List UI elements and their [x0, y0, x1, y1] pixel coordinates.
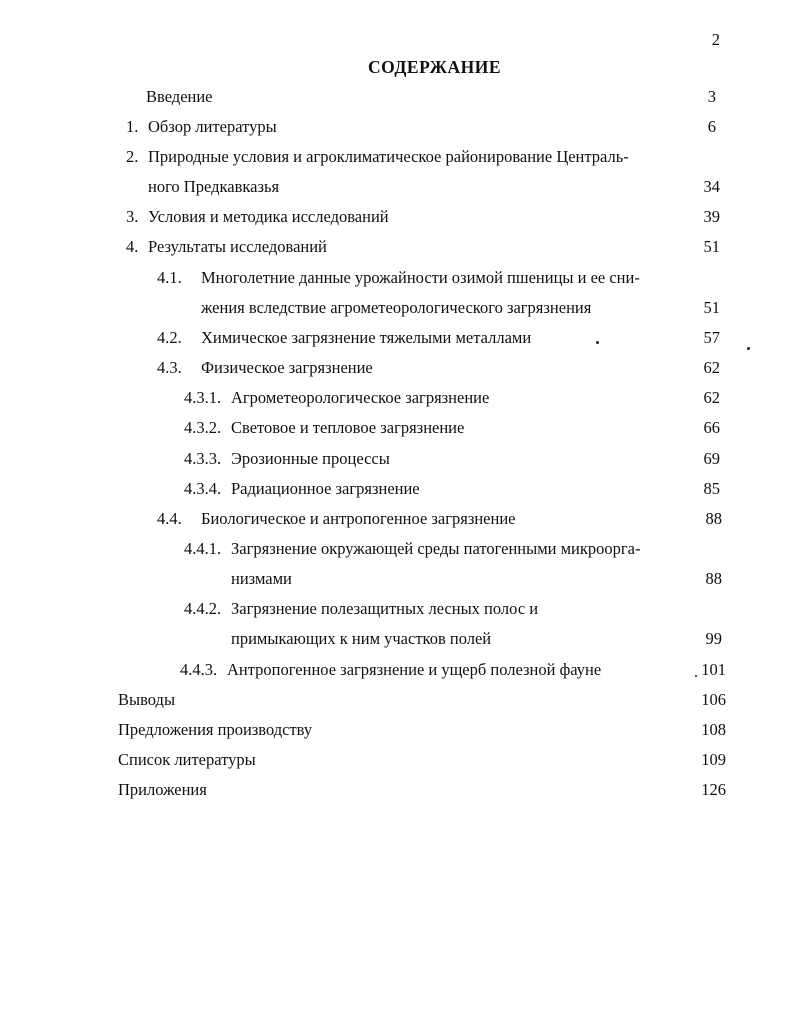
toc-entry-page: 106	[701, 690, 726, 709]
toc-entry-number: 4.4.2.	[184, 599, 222, 618]
toc-entry-label: Результаты исследований	[148, 237, 327, 256]
toc-entry-page: 88	[705, 569, 722, 588]
scan-speck	[747, 347, 750, 350]
toc-entry-page: 66	[703, 418, 720, 437]
toc-entry-label: Введение	[146, 87, 213, 106]
toc-entry-label-continued: примыкающих к ним участков полей	[231, 629, 492, 648]
toc-entry-page: 99	[705, 629, 722, 648]
toc-entry-label: Загрязнение полезащитных лесных полос и	[231, 599, 539, 618]
toc-entry-label: Физическое загрязнение	[201, 358, 373, 377]
toc-entry-label: Выводы	[118, 690, 176, 709]
toc-entry-number: 4.3.	[157, 358, 182, 377]
toc-entry-page: 69	[703, 449, 720, 468]
toc-entry-number: 4.3.1.	[184, 388, 222, 407]
toc-entry-label: Приложения	[118, 780, 207, 799]
page-title: СОДЕРЖАНИЕ	[368, 57, 502, 77]
toc-entry-number: 1.	[126, 117, 139, 136]
toc-entry-label-continued: ного Предкавказья	[148, 177, 280, 196]
toc-entry-number: 4.2.	[157, 328, 182, 347]
toc-entry-label: Эрозионные процессы	[231, 449, 390, 468]
toc-entry-page: 51	[703, 237, 720, 256]
toc-entry-label: Агрометеорологическое загрязнение	[231, 388, 490, 407]
toc-entry-label: Световое и тепловое загрязнение	[231, 418, 465, 437]
toc-entry-label-continued: жения вследствие агрометеорологического загрязнения	[201, 298, 592, 317]
toc-entry-page: 62	[703, 388, 720, 407]
toc-entry-label: Условия и методика исследований	[148, 207, 389, 226]
toc-entry-label: Химическое загрязнение тяжелыми металлами	[201, 328, 532, 347]
toc-entry-number: 4.4.	[157, 509, 182, 528]
toc-entry-label: Загрязнение окружающей среды патогенными микроорга-	[231, 539, 641, 558]
toc-entry-label-continued: низмами	[231, 569, 292, 588]
toc-entry-page: 126	[701, 780, 726, 799]
toc-entry-number: 4.3.3.	[184, 449, 222, 468]
toc-entry-page: 88	[705, 509, 722, 528]
toc-entry-number: 4.4.3.	[180, 660, 218, 679]
toc-entry-page: 6	[707, 117, 716, 136]
toc-entry-label: Список литературы	[118, 750, 256, 769]
toc-entry-page: 101	[701, 660, 726, 679]
toc-entry-label: Многолетние данные урожайности озимой пшеницы и ее сни-	[201, 268, 640, 287]
toc-entry-label: Предложения производству	[118, 720, 313, 739]
toc-entry-page: 34	[703, 177, 720, 196]
toc-entry-number: 4.3.4.	[184, 479, 222, 498]
toc-entry-number: 2.	[126, 147, 139, 166]
toc-entry-number: 3.	[126, 207, 139, 226]
toc-entry-page: 62	[703, 358, 720, 377]
page-number: 2	[711, 30, 720, 49]
toc-entry-number: 4.	[126, 237, 139, 256]
scan-speck	[596, 341, 599, 344]
toc-entry-label: Обзор литературы	[148, 117, 277, 136]
toc-entry-page: 51	[703, 298, 720, 317]
toc-entry-page: 39	[703, 207, 720, 226]
scan-speck	[695, 675, 697, 677]
toc-entry-label: Природные условия и агроклиматическое районирование Централь-	[148, 147, 629, 166]
toc-entry-number: 4.1.	[157, 268, 182, 287]
toc-entry-number: 4.3.2.	[184, 418, 222, 437]
toc-entry-page: 85	[703, 479, 720, 498]
toc-entry-number: 4.4.1.	[184, 539, 222, 558]
toc-entry-label: Биологическое и антропогенное загрязнение	[201, 509, 516, 528]
toc-entry-page: 3	[707, 87, 716, 106]
toc-entry-label: Радиационное загрязнение	[231, 479, 420, 498]
toc-entry-label: Антропогенное загрязнение и ущерб полезной фауне	[227, 660, 602, 679]
toc-entry-page: 57	[703, 328, 720, 347]
toc-entry-page: 108	[701, 720, 726, 739]
toc-entry-page: 109	[701, 750, 726, 769]
